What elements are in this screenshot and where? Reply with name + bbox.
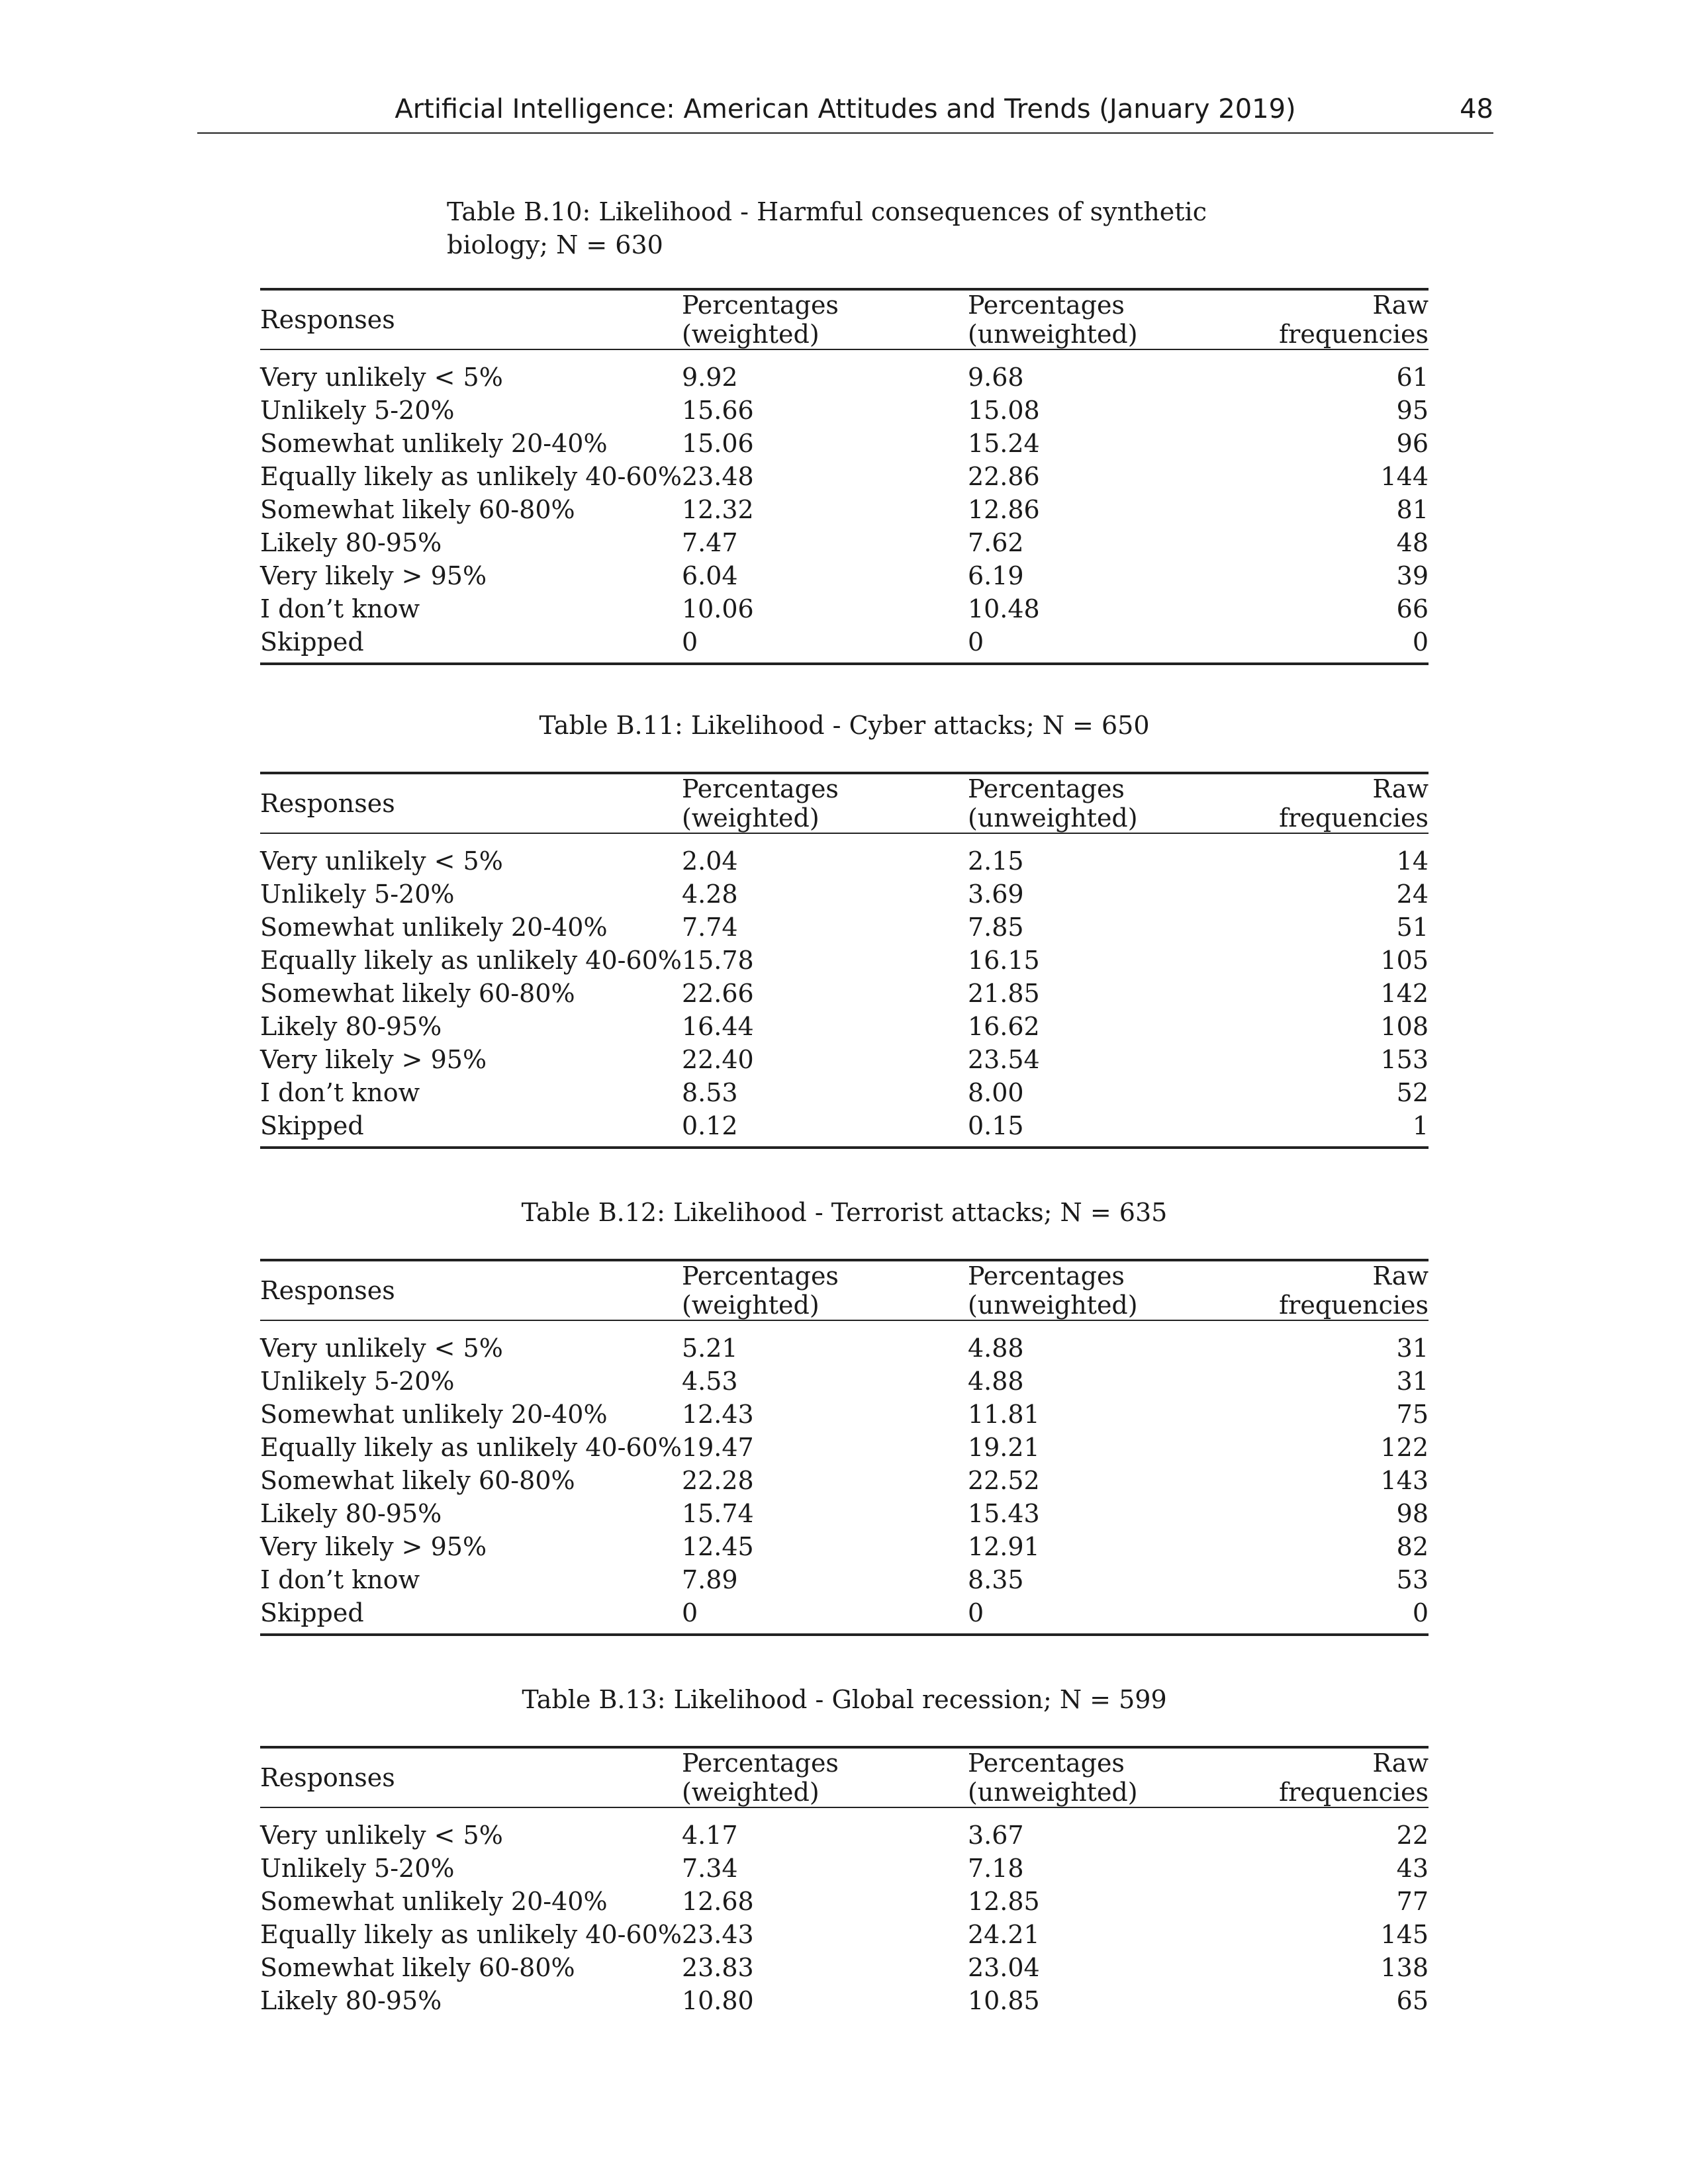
- table-row: [260, 833, 1429, 878]
- cell-value: 10.06: [681, 594, 754, 623]
- cell-value: 51: [1396, 913, 1429, 942]
- table-row: [260, 559, 1429, 592]
- cell-value: 96: [1396, 429, 1429, 458]
- cell-value: 0: [967, 627, 984, 657]
- response-label: I don’t know: [260, 594, 420, 623]
- cell-value: 0: [967, 1598, 984, 1627]
- cell-value: 7.47: [681, 528, 738, 557]
- cell-value: 122: [1380, 1433, 1429, 1462]
- cell-value: 15.43: [967, 1499, 1040, 1528]
- page-number: 48: [1460, 94, 1493, 124]
- cell-value: 12.32: [681, 495, 754, 524]
- cell-value: 23.43: [681, 1920, 754, 1949]
- cell-value: 23.83: [681, 1953, 754, 1982]
- table-row: [260, 1596, 1429, 1635]
- cell-value: 22.66: [681, 979, 754, 1008]
- table-b12: [260, 1196, 1429, 1636]
- response-label: Very unlikely < 5%: [260, 1334, 503, 1363]
- cell-value: 22.40: [681, 1045, 754, 1074]
- cell-value: 16.44: [681, 1012, 754, 1041]
- table-row: [260, 1885, 1429, 1918]
- response-label: Skipped: [260, 1111, 364, 1140]
- cell-value: 14: [1396, 846, 1429, 876]
- cell-value: 23.04: [967, 1953, 1040, 1982]
- response-label: Very likely > 95%: [260, 561, 487, 590]
- table-row: [260, 1807, 1429, 1852]
- response-label: Unlikely 5-20%: [260, 1367, 455, 1396]
- table-b11: [260, 709, 1429, 1149]
- response-label: Somewhat unlikely 20-40%: [260, 1887, 608, 1916]
- cell-value: 22.28: [681, 1466, 754, 1495]
- cell-value: 81: [1396, 495, 1429, 524]
- response-label: Somewhat likely 60-80%: [260, 495, 575, 524]
- cell-value: 2.04: [681, 846, 738, 876]
- response-label: Unlikely 5-20%: [260, 1854, 455, 1883]
- cell-value: 12.86: [967, 495, 1040, 524]
- cell-value: 144: [1380, 462, 1429, 491]
- table-row: [260, 1320, 1429, 1365]
- response-label: I don’t know: [260, 1565, 420, 1594]
- table-row: [260, 1918, 1429, 1951]
- cell-value: 11.81: [967, 1400, 1040, 1429]
- cell-value: 4.88: [967, 1367, 1024, 1396]
- table-row: [260, 1563, 1429, 1596]
- col-header: Responses: [260, 289, 682, 349]
- cell-value: 3.69: [967, 880, 1024, 909]
- cell-value: 23.54: [967, 1045, 1040, 1074]
- table-caption: Table B.10: Likelihood - Harmful consequences of synthetic biology; N = 630: [447, 197, 1207, 259]
- cell-value: 4.28: [681, 880, 738, 909]
- col-header: Raw frequencies: [1279, 1261, 1429, 1320]
- response-label: Somewhat likely 60-80%: [260, 1466, 575, 1495]
- response-label: I don’t know: [260, 1078, 420, 1107]
- cell-value: 82: [1396, 1532, 1429, 1561]
- cell-value: 7.18: [967, 1854, 1024, 1883]
- table-row: [260, 977, 1429, 1010]
- table-row: [260, 625, 1429, 664]
- cell-value: 1: [1412, 1111, 1429, 1140]
- cell-value: 15.08: [967, 396, 1040, 425]
- col-header: Percentages (unweighted): [968, 1260, 1279, 1320]
- cell-value: 52: [1396, 1078, 1429, 1107]
- table-row: [260, 944, 1429, 977]
- cell-value: 0.12: [681, 1111, 738, 1140]
- table-row: [260, 1852, 1429, 1885]
- data-table: [260, 1746, 1429, 2021]
- response-label: Very unlikely < 5%: [260, 1821, 503, 1850]
- response-label: Very likely > 95%: [260, 1045, 487, 1074]
- cell-value: 23.48: [681, 462, 754, 491]
- data-table: [260, 288, 1429, 665]
- table-row: [260, 427, 1429, 460]
- cell-value: 16.15: [967, 946, 1040, 975]
- cell-value: 66: [1396, 594, 1429, 623]
- cell-value: 10.48: [967, 594, 1040, 623]
- response-label: Unlikely 5-20%: [260, 396, 455, 425]
- response-label: Somewhat unlikely 20-40%: [260, 913, 608, 942]
- table-caption: Table B.12: Likelihood - Terrorist attacks; N = 635: [521, 1198, 1168, 1227]
- data-table: [260, 772, 1429, 1149]
- cell-value: 143: [1380, 1466, 1429, 1495]
- cell-value: 43: [1396, 1854, 1429, 1883]
- response-label: Somewhat unlikely 20-40%: [260, 1400, 608, 1429]
- cell-value: 15.06: [681, 429, 754, 458]
- response-label: Equally likely as unlikely 40-60%: [260, 1920, 682, 1949]
- col-header: Responses: [260, 1260, 682, 1320]
- response-label: Somewhat unlikely 20-40%: [260, 429, 608, 458]
- table-row: [260, 460, 1429, 493]
- table-row: [260, 1984, 1429, 2021]
- cell-value: 12.68: [681, 1887, 754, 1916]
- cell-value: 21.85: [967, 979, 1040, 1008]
- cell-value: 4.88: [967, 1334, 1024, 1363]
- header-row: [260, 1260, 1429, 1320]
- table-row: [260, 1010, 1429, 1043]
- header-row: [260, 1747, 1429, 1807]
- table-row: [260, 1398, 1429, 1431]
- cell-value: 6.19: [967, 561, 1024, 590]
- table-b10: [260, 195, 1429, 665]
- response-label: Unlikely 5-20%: [260, 880, 455, 909]
- cell-value: 7.34: [681, 1854, 738, 1883]
- cell-value: 22: [1396, 1821, 1429, 1850]
- cell-value: 142: [1380, 979, 1429, 1008]
- response-label: Likely 80-95%: [260, 528, 442, 557]
- cell-value: 53: [1396, 1565, 1429, 1594]
- table-row: [260, 394, 1429, 427]
- table-row: [260, 1043, 1429, 1076]
- table-row: [260, 592, 1429, 625]
- cell-value: 3.67: [967, 1821, 1024, 1850]
- cell-value: 22.86: [967, 462, 1040, 491]
- cell-value: 31: [1396, 1367, 1429, 1396]
- col-header: Raw frequencies: [1279, 1749, 1429, 1807]
- data-table: [260, 1259, 1429, 1636]
- table-row: [260, 1497, 1429, 1530]
- table-b13: [260, 1683, 1429, 2021]
- col-header: Responses: [260, 773, 682, 833]
- cell-value: 10.85: [967, 1986, 1040, 2015]
- cell-value: 7.85: [967, 913, 1024, 942]
- col-header: Percentages (unweighted): [968, 289, 1279, 349]
- cell-value: 105: [1380, 946, 1429, 975]
- cell-value: 12.91: [967, 1532, 1040, 1561]
- cell-value: 153: [1380, 1045, 1429, 1074]
- running-header: [197, 91, 1493, 134]
- cell-value: 0.15: [967, 1111, 1024, 1140]
- response-label: Likely 80-95%: [260, 1499, 442, 1528]
- col-header: Raw frequencies: [1279, 291, 1429, 349]
- cell-value: 15.66: [681, 396, 754, 425]
- table-caption: Table B.11: Likelihood - Cyber attacks; N = 650: [539, 711, 1150, 740]
- col-header: Percentages (unweighted): [968, 1747, 1279, 1807]
- cell-value: 12.43: [681, 1400, 754, 1429]
- cell-value: 15.78: [681, 946, 754, 975]
- cell-value: 12.45: [681, 1532, 754, 1561]
- response-label: Very likely > 95%: [260, 1532, 487, 1561]
- cell-value: 24.21: [967, 1920, 1040, 1949]
- cell-value: 31: [1396, 1334, 1429, 1363]
- response-label: Somewhat likely 60-80%: [260, 979, 575, 1008]
- cell-value: 0: [681, 627, 698, 657]
- table-row: [260, 1951, 1429, 1984]
- table-row: [260, 1464, 1429, 1497]
- cell-value: 24: [1396, 880, 1429, 909]
- cell-value: 61: [1396, 363, 1429, 392]
- cell-value: 4.53: [681, 1367, 738, 1396]
- table-row: [260, 349, 1429, 394]
- cell-value: 15.74: [681, 1499, 754, 1528]
- response-label: Equally likely as unlikely 40-60%: [260, 1433, 682, 1462]
- cell-value: 39: [1396, 561, 1429, 590]
- document-title: Artificial Intelligence: American Attitudes and Trends (January 2019): [395, 94, 1296, 124]
- table-row: [260, 911, 1429, 944]
- col-header: Percentages (weighted): [682, 289, 968, 349]
- table-row: [260, 526, 1429, 559]
- cell-value: 7.62: [967, 528, 1024, 557]
- cell-value: 8.35: [967, 1565, 1024, 1594]
- cell-value: 138: [1380, 1953, 1429, 1982]
- response-label: Skipped: [260, 627, 364, 657]
- table-row: [260, 1076, 1429, 1109]
- cell-value: 98: [1396, 1499, 1429, 1528]
- cell-value: 8.00: [967, 1078, 1024, 1107]
- cell-value: 22.52: [967, 1466, 1040, 1495]
- cell-value: 75: [1396, 1400, 1429, 1429]
- response-label: Very unlikely < 5%: [260, 846, 503, 876]
- header-row: [260, 773, 1429, 833]
- table-row: [260, 1431, 1429, 1464]
- header-row: [260, 289, 1429, 349]
- cell-value: 6.04: [681, 561, 738, 590]
- table-caption: Table B.13: Likelihood - Global recession; N = 599: [522, 1685, 1167, 1714]
- cell-value: 19.47: [681, 1433, 754, 1462]
- cell-value: 4.17: [681, 1821, 738, 1850]
- cell-value: 77: [1396, 1887, 1429, 1916]
- table-row: [260, 1530, 1429, 1563]
- table-row: [260, 1365, 1429, 1398]
- col-header: Percentages (weighted): [682, 1747, 968, 1807]
- cell-value: 12.85: [967, 1887, 1040, 1916]
- cell-value: 16.62: [967, 1012, 1040, 1041]
- col-header: Percentages (unweighted): [968, 773, 1279, 833]
- cell-value: 65: [1396, 1986, 1429, 2015]
- response-label: Somewhat likely 60-80%: [260, 1953, 575, 1982]
- response-label: Equally likely as unlikely 40-60%: [260, 462, 682, 491]
- table-row: [260, 1109, 1429, 1148]
- col-header: Responses: [260, 1747, 682, 1807]
- cell-value: 9.92: [681, 363, 738, 392]
- response-label: Very unlikely < 5%: [260, 363, 503, 392]
- table-row: [260, 878, 1429, 911]
- cell-value: 95: [1396, 396, 1429, 425]
- cell-value: 48: [1396, 528, 1429, 557]
- table-row: [260, 493, 1429, 526]
- cell-value: 8.53: [681, 1078, 738, 1107]
- response-label: Skipped: [260, 1598, 364, 1627]
- col-header: Raw frequencies: [1279, 774, 1429, 833]
- response-label: Likely 80-95%: [260, 1012, 442, 1041]
- cell-value: 7.74: [681, 913, 738, 942]
- response-label: Likely 80-95%: [260, 1986, 442, 2015]
- col-header: Percentages (weighted): [682, 1260, 968, 1320]
- cell-value: 2.15: [967, 846, 1024, 876]
- col-header: Percentages (weighted): [682, 773, 968, 833]
- cell-value: 5.21: [681, 1334, 738, 1363]
- cell-value: 108: [1380, 1012, 1429, 1041]
- cell-value: 0: [1412, 1598, 1429, 1627]
- cell-value: 15.24: [967, 429, 1040, 458]
- cell-value: 10.80: [681, 1986, 754, 2015]
- cell-value: 0: [1412, 627, 1429, 657]
- cell-value: 9.68: [967, 363, 1024, 392]
- response-label: Equally likely as unlikely 40-60%: [260, 946, 682, 975]
- cell-value: 7.89: [681, 1565, 738, 1594]
- cell-value: 19.21: [967, 1433, 1040, 1462]
- cell-value: 145: [1380, 1920, 1429, 1949]
- cell-value: 0: [681, 1598, 698, 1627]
